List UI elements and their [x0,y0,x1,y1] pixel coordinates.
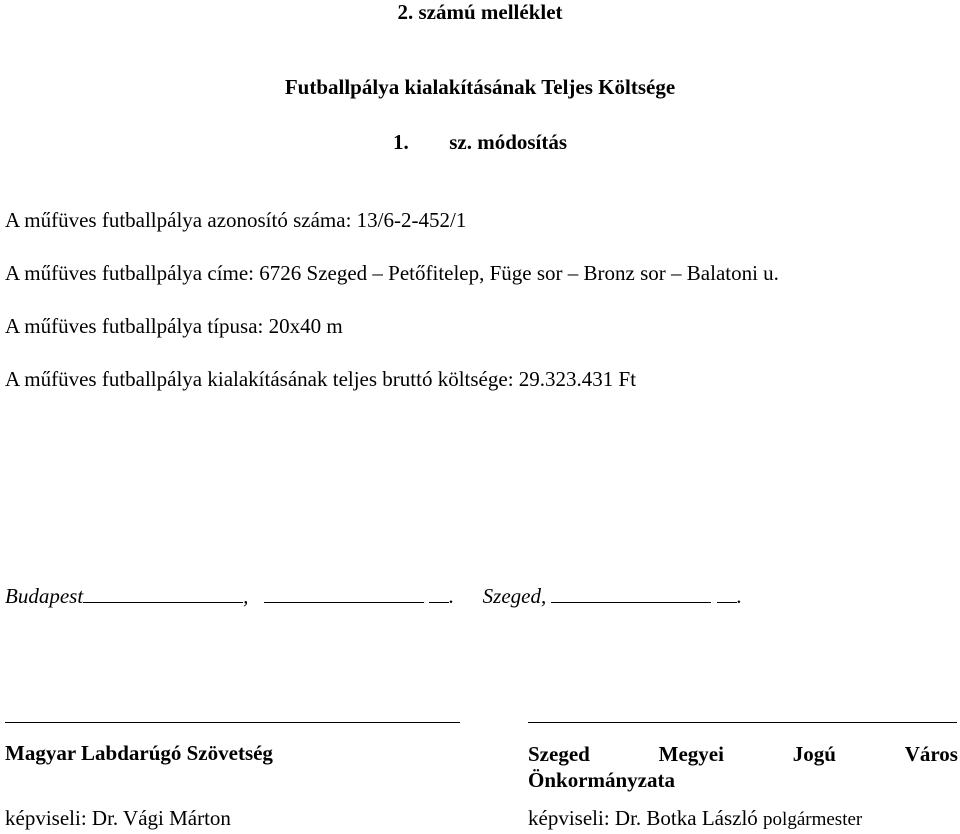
place-date-line [5,582,742,609]
pitch-address-line: A műfüves futballpálya címe: 6726 Szeged – Petőfitelep, Füge sor – Bronz sor – Balatoni u. [5,261,779,285]
pitch-cost-line: A műfüves futballpálya kialakításának teljes bruttó költsége: 29.323.431 Ft [5,367,637,391]
right-org-word-1: Szeged [528,742,590,766]
budapest-label: Budapest [5,584,84,608]
budapest-comma: , [243,584,249,608]
right-org-word-2: Megyei [658,742,724,766]
right-rep-name: képviseli: Dr. Botka László [528,806,758,830]
left-signature-line [5,722,460,723]
amendment-line [0,130,960,155]
pitch-type-line: A műfüves futballpálya típusa: 20x40 m [5,314,343,338]
right-representative [528,806,862,831]
right-org-word-4: Város [904,742,958,766]
left-org-name: Magyar Labdarúgó Szövetség [5,741,273,765]
right-org-line2: Önkormányzata [528,768,675,792]
right-org-line1 [528,742,958,767]
right-org-name [528,742,958,793]
right-signature-line [528,722,957,723]
document-title: Futballpálya kialakításának Teljes Költsége [284,75,676,99]
szeged-dot: . [736,584,742,608]
szeged-month-blank[interactable] [551,582,711,603]
budapest-day-blank[interactable] [429,582,449,603]
budapest-month-blank[interactable] [264,582,424,603]
right-rep-title: polgármester [763,809,863,830]
amendment-number: 1. [392,130,409,154]
right-org-word-3: Jogú [792,742,836,766]
szeged-day-blank[interactable] [717,582,737,603]
pitch-id-line: A műfüves futballpálya azonosító száma: 13/6-2-452/1 [5,208,467,232]
szeged-label: Szeged, [482,584,547,608]
budapest-dot: . [448,584,455,608]
amendment-label: sz. módosítás [449,130,568,154]
left-representative: képviseli: Dr. Vági Márton [5,806,231,830]
budapest-date-blank[interactable] [83,582,243,603]
annex-label: 2. számú melléklet [397,0,563,24]
